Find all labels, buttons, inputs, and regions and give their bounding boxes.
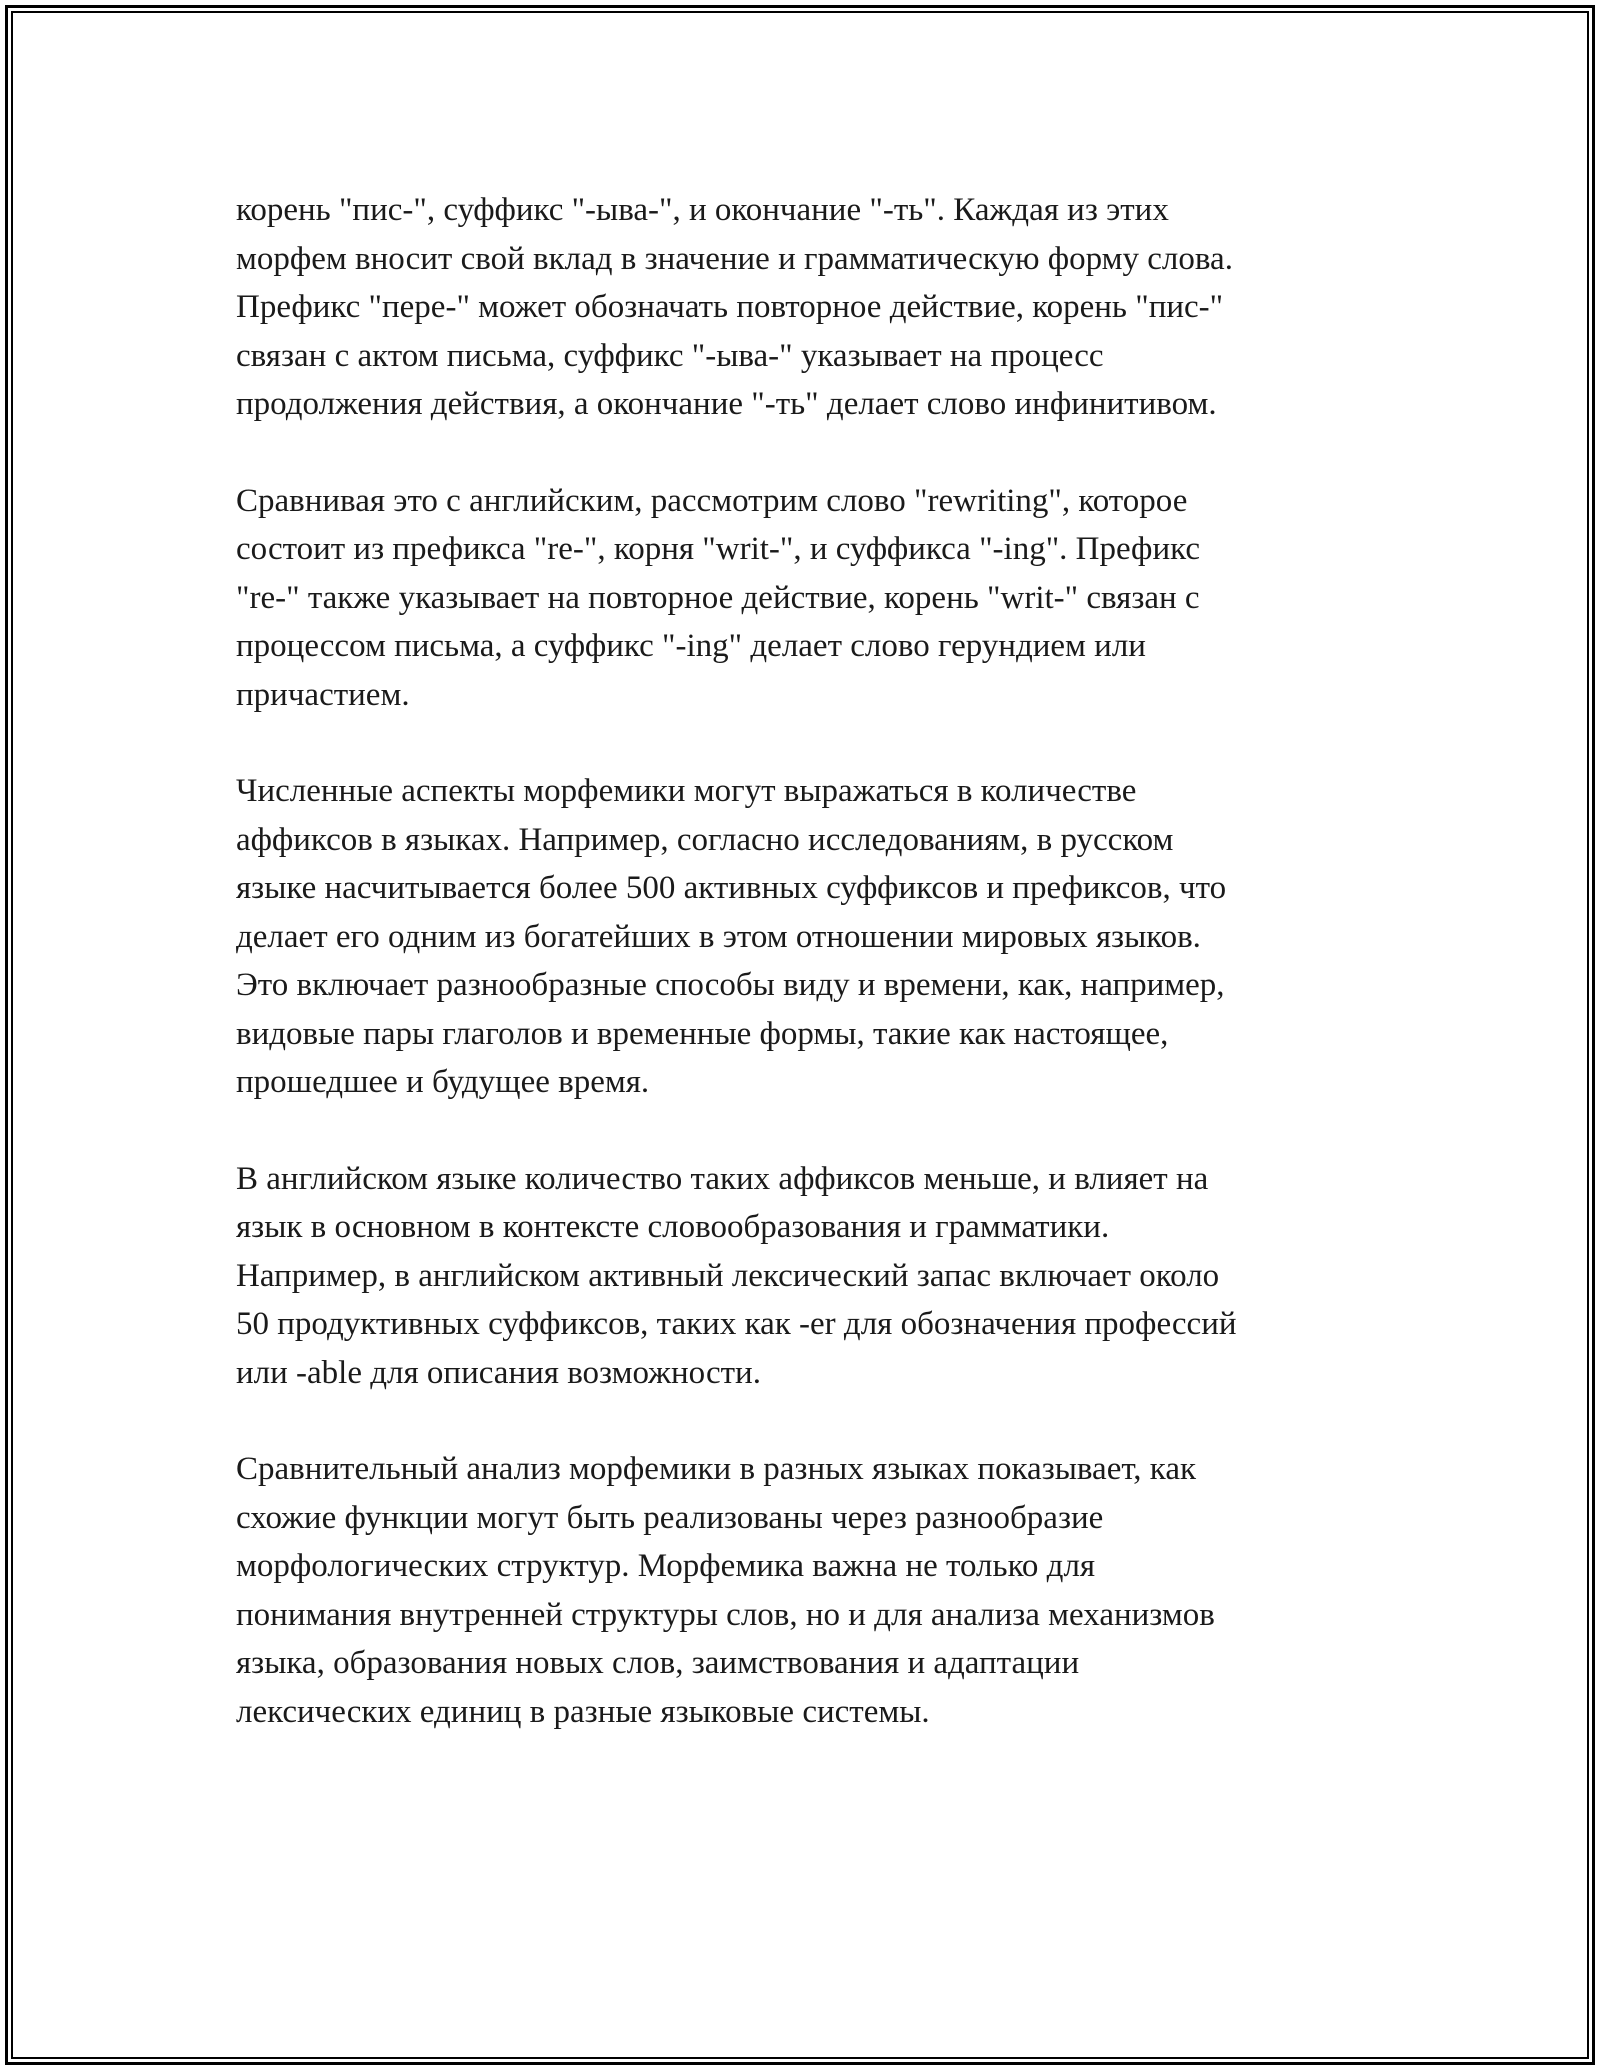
text-line: Численные аспекты морфемики могут выражаться в количестве [236,773,1137,809]
paragraph-3 [236,767,1366,1107]
text-line: корень "пис-", суффикс "-ыва-", и окончание "-ть". Каждая из этих [236,192,1169,228]
text-line: Это включает разнообразные способы виду и времени, как, например, [236,967,1225,1003]
text-line: схожие функции могут быть реализованы через разнообразие [236,1499,1104,1536]
paragraph-4 [236,1155,1366,1398]
paragraph-5 [236,1445,1366,1736]
text-line: продолжения действия, а окончание "-ть" делает слово инфинитивом. [236,386,1217,422]
text-line: видовые пары глаголов и временные формы, такие как настоящее, [236,1015,1169,1052]
text-line: "re-" также указывает на повторное действие, корень "writ-" связан с [236,579,1200,616]
text-line: состоит из префикса "re-", корня "writ-", и суффикса "-ing". Префикс [236,531,1200,567]
document-body [236,186,1366,1784]
paragraph-1 [236,186,1366,429]
text-line: аффиксов в языках. Например, согласно исследованиям, в русском [236,821,1174,858]
text-line: связан с актом письма, суффикс "-ыва-" указывает на процесс [236,337,1104,374]
text-line: языке насчитывается более 500 активных суффиксов и префиксов, что [236,870,1227,906]
text-line: Сравнивая это с английским, рассмотрим слово "rewriting", которое [236,482,1188,519]
text-line: языка, образования новых слов, заимствования и адаптации [236,1645,1080,1681]
text-line: язык в основном в контексте словообразования и грамматики. [236,1209,1110,1245]
text-line: прошедшее и будущее время. [236,1064,650,1100]
text-line: причастием. [236,676,410,713]
text-line: Префикс "пере-" может обозначать повторное действие, корень "пис-" [236,289,1224,325]
text-line: Например, в английском активный лексический запас включает около [236,1257,1220,1294]
text-line: 50 продуктивных суффиксов, таких как -er для обозначения профессий [236,1306,1237,1342]
text-line: морфологических структур. Морфемика важна не только для [236,1548,1096,1584]
text-line: Сравнительный анализ морфемики в разных языках показывает, как [236,1451,1196,1487]
text-line: В английском языке количество таких аффиксов меньше, и влияет на [236,1160,1209,1197]
text-line: или -able для описания возможности. [236,1354,761,1391]
text-line: делает его одним из богатейших в этом отношении мировых языков. [236,918,1201,955]
text-line: процессом письма, а суффикс "-ing" делает слово герундием или [236,628,1146,664]
text-line: морфем вносит свой вклад в значение и грамматическую форму слова. [236,240,1233,277]
text-line: лексических единиц в разные языковые системы. [236,1693,930,1730]
paragraph-2 [236,477,1366,720]
text-line: понимания внутренней структуры слов, но и для анализа механизмов [236,1596,1215,1633]
